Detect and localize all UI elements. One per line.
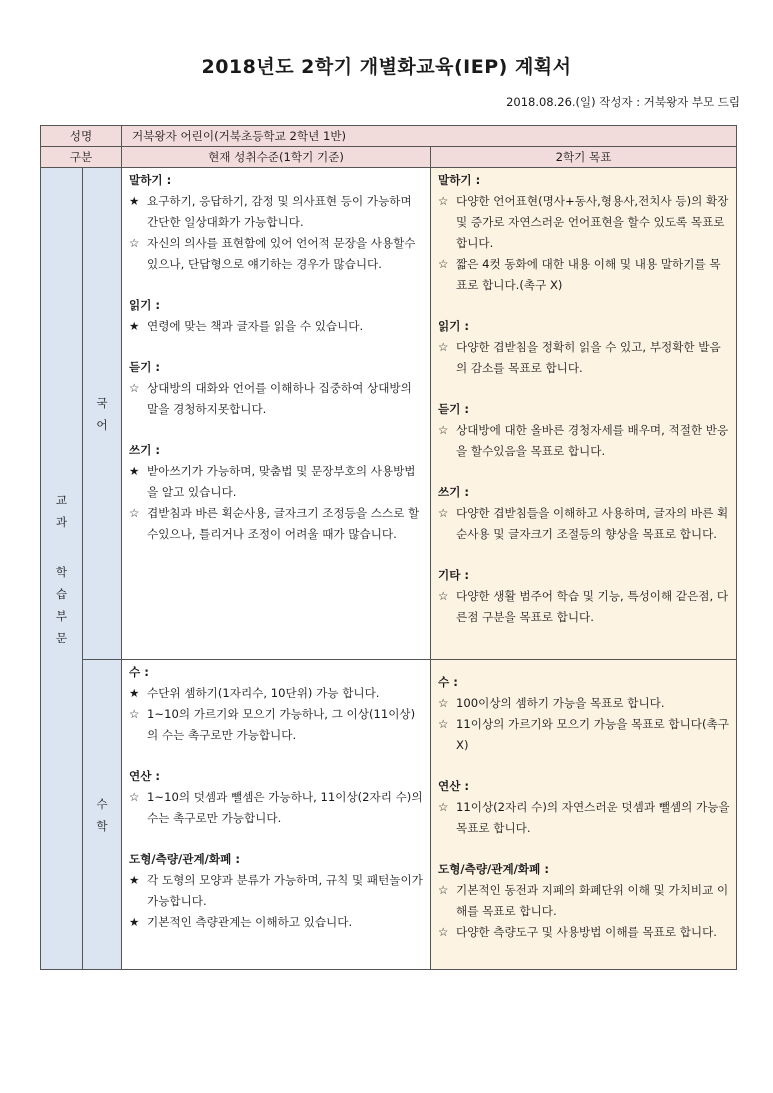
- student-name: 거북왕자 어린이(거북초등학교 2학년 1반): [122, 126, 737, 147]
- outline-star-icon: ☆: [438, 340, 449, 354]
- item-text: 수단위 셈하기(1자리수, 10단위) 가능 합니다.: [147, 686, 380, 700]
- section: [129, 440, 424, 545]
- list-item: [129, 503, 424, 545]
- list-item: [438, 797, 730, 839]
- section-title: 읽기 :: [129, 298, 161, 312]
- outline-star-icon: ☆: [438, 506, 449, 520]
- section-title: 도형/측량/관계/화폐 :: [438, 862, 549, 876]
- list-item: [438, 586, 730, 628]
- item-text: 다양한 언어표현(명사+동사,형용사,전치사 등)의 확장 및 증가로 자연스러운 언어표현을 할수 있도록 목표로 합니다.: [456, 194, 729, 250]
- item-text: 다양한 겹받침들을 이해하고 사용하며, 글자의 바른 획순사용 및 글자크기 조절등의 향상을 목표로 합니다.: [456, 506, 729, 541]
- list-item: [438, 714, 730, 756]
- filled-star-icon: ★: [129, 873, 140, 887]
- outline-star-icon: ☆: [438, 717, 449, 731]
- current-level-header: 현재 성취수준(1학기 기준): [122, 147, 431, 168]
- list-item: [438, 693, 730, 714]
- item-text: 다양한 생활 범주어 학습 및 기능, 특성이해 같은점, 다른점 구분을 목표로 합니다.: [456, 589, 729, 624]
- item-text: 짧은 4컷 동화에 대한 내용 이해 및 내용 말하기를 목표로 합니다.(촉구 X): [456, 257, 721, 292]
- section-title: 말하기 :: [129, 173, 172, 187]
- list-item: [129, 704, 424, 746]
- list-item: [129, 378, 424, 420]
- outline-star-icon: ☆: [438, 925, 449, 939]
- group-label-char: 교: [55, 492, 68, 507]
- outline-star-icon: ☆: [438, 589, 449, 603]
- section: [438, 482, 730, 545]
- item-text: 다양한 측량도구 및 사용방법 이해를 목표로 합니다.: [456, 925, 717, 939]
- list-item: [129, 683, 424, 704]
- section-title: 연산 :: [438, 779, 470, 793]
- outline-star-icon: ☆: [438, 257, 449, 271]
- name-label: 성명: [41, 126, 122, 147]
- group-label-char: 학: [55, 564, 68, 579]
- section-title: 연산 :: [129, 769, 161, 783]
- outline-star-icon: ☆: [438, 696, 449, 710]
- outline-star-icon: ☆: [438, 194, 449, 208]
- section-title: 쓰기 :: [129, 443, 161, 457]
- korean-current-level: [122, 168, 431, 660]
- item-text: 11이상(2자리 수)의 자연스러운 덧셈과 뺄셈의 가능을 목표로 합니다.: [456, 800, 730, 835]
- list-item: [438, 191, 730, 254]
- section: [438, 399, 730, 462]
- filled-star-icon: ★: [129, 319, 140, 333]
- goal-header: 2학기 목표: [431, 147, 737, 168]
- korean-goals: [431, 168, 737, 660]
- item-text: 자신의 의사를 표현함에 있어 언어적 문장을 사용할수 있으나, 단답형으로 얘기하는 경우가 많습니다.: [147, 236, 416, 271]
- section-title: 수 :: [129, 665, 149, 679]
- document-title: 2018년도 2학기 개별화교육(IEP) 계획서: [201, 56, 572, 78]
- list-item: [129, 870, 424, 912]
- section: [129, 295, 424, 337]
- outline-star-icon: ☆: [129, 707, 140, 721]
- item-text: 기본적인 측량관계는 이해하고 있습니다.: [147, 915, 353, 929]
- section-title: 듣기 :: [129, 360, 161, 374]
- item-text: 요구하기, 응답하기, 감정 및 의사표현 등이 가능하며 간단한 일상대화가 가능합니다.: [147, 194, 412, 229]
- section-title: 읽기 :: [438, 319, 470, 333]
- category-label: 구분: [41, 147, 122, 168]
- list-item: [438, 880, 730, 922]
- list-item: [438, 337, 730, 379]
- item-text: 11이상의 가르기와 모으기 가능을 목표로 합니다(촉구 X): [456, 717, 729, 752]
- section: [438, 565, 730, 628]
- item-text: 받아쓰기가 가능하며, 맞춤법 및 문장부호의 사용방법을 알고 있습니다.: [147, 464, 416, 499]
- section: [129, 766, 424, 829]
- filled-star-icon: ★: [129, 464, 140, 478]
- section-title: 도형/측량/관계/화폐 :: [129, 852, 240, 866]
- list-item: [129, 316, 424, 337]
- section: [438, 316, 730, 379]
- group-label-char: 과: [55, 514, 68, 529]
- outline-star-icon: ☆: [129, 506, 140, 520]
- list-item: [129, 912, 424, 933]
- group-label-char: 부: [55, 608, 68, 623]
- filled-star-icon: ★: [129, 915, 140, 929]
- item-text: 연령에 맞는 책과 글자를 읽을 수 있습니다.: [147, 319, 364, 333]
- group-label-char: 문: [55, 630, 68, 645]
- outline-star-icon: ☆: [129, 790, 140, 804]
- section: [438, 672, 730, 756]
- group-label-char: 습: [55, 586, 68, 601]
- section: [129, 357, 424, 420]
- item-text: 각 도형의 모양과 분류가 가능하며, 규칙 및 패턴놀이가 가능합니다.: [147, 873, 423, 908]
- math-goals: [431, 660, 737, 970]
- section: [438, 859, 730, 943]
- outline-star-icon: ☆: [129, 381, 140, 395]
- section: [129, 170, 424, 275]
- list-item: [438, 254, 730, 296]
- filled-star-icon: ★: [129, 686, 140, 700]
- author-date-line: 2018.08.26.(일) 작성자 : 거북왕자 부모 드림: [506, 95, 740, 109]
- section-title: 쓰기 :: [438, 485, 470, 499]
- section-title: 기타 :: [438, 568, 470, 582]
- list-item: [438, 420, 730, 462]
- filled-star-icon: ★: [129, 194, 140, 208]
- group-label-char: [41, 533, 82, 561]
- item-text: 기본적인 동전과 지폐의 화폐단위 이해 및 가치비교 이해를 목표로 합니다.: [456, 883, 729, 918]
- section: [129, 849, 424, 933]
- outline-star-icon: ☆: [438, 883, 449, 897]
- subject-korean: 국 어: [83, 168, 122, 660]
- list-item: [438, 503, 730, 545]
- subject-math: 수 학: [83, 660, 122, 970]
- item-text: 1~10의 가르기와 모으기 가능하나, 그 이상(11이상)의 수는 촉구로만 가능합니다.: [147, 707, 416, 742]
- item-text: 100이상의 셈하기 가능을 목표로 합니다.: [456, 696, 665, 710]
- outline-star-icon: ☆: [438, 423, 449, 437]
- section: [438, 776, 730, 839]
- list-item: [129, 787, 424, 829]
- subject-group-label: [41, 168, 83, 970]
- list-item: [438, 922, 730, 943]
- outline-star-icon: ☆: [438, 800, 449, 814]
- list-item: [129, 461, 424, 503]
- section: [438, 170, 730, 296]
- item-text: 상대방의 대화와 언어를 이해하나 집중하여 상대방의 말을 경청하지못합니다.: [147, 381, 412, 416]
- math-current-level: [122, 660, 431, 970]
- list-item: [129, 191, 424, 233]
- item-text: 다양한 겹받침을 정확히 읽을 수 있고, 부정확한 발음의 감소를 목표로 합니다.: [456, 340, 721, 375]
- iep-table: [40, 125, 737, 970]
- section-title: 수 :: [438, 675, 458, 689]
- section-title: 듣기 :: [438, 402, 470, 416]
- list-item: [129, 233, 424, 275]
- outline-star-icon: ☆: [129, 236, 140, 250]
- item-text: 겹받침과 바른 획순사용, 글자크기 조정등을 스스로 할수있으나, 틀리거나 조정이 어려울 때가 많습니다.: [147, 506, 420, 541]
- section: [129, 662, 424, 746]
- item-text: 상대방에 대한 올바른 경청자세를 배우며, 적절한 반응을 할수있음을 목표로 합니다.: [456, 423, 729, 458]
- section-title: 말하기 :: [438, 173, 481, 187]
- item-text: 1~10의 덧셈과 뺄셈은 가능하나, 11이상(2자리 수)의 수는 촉구로만 가능합니다.: [147, 790, 423, 825]
